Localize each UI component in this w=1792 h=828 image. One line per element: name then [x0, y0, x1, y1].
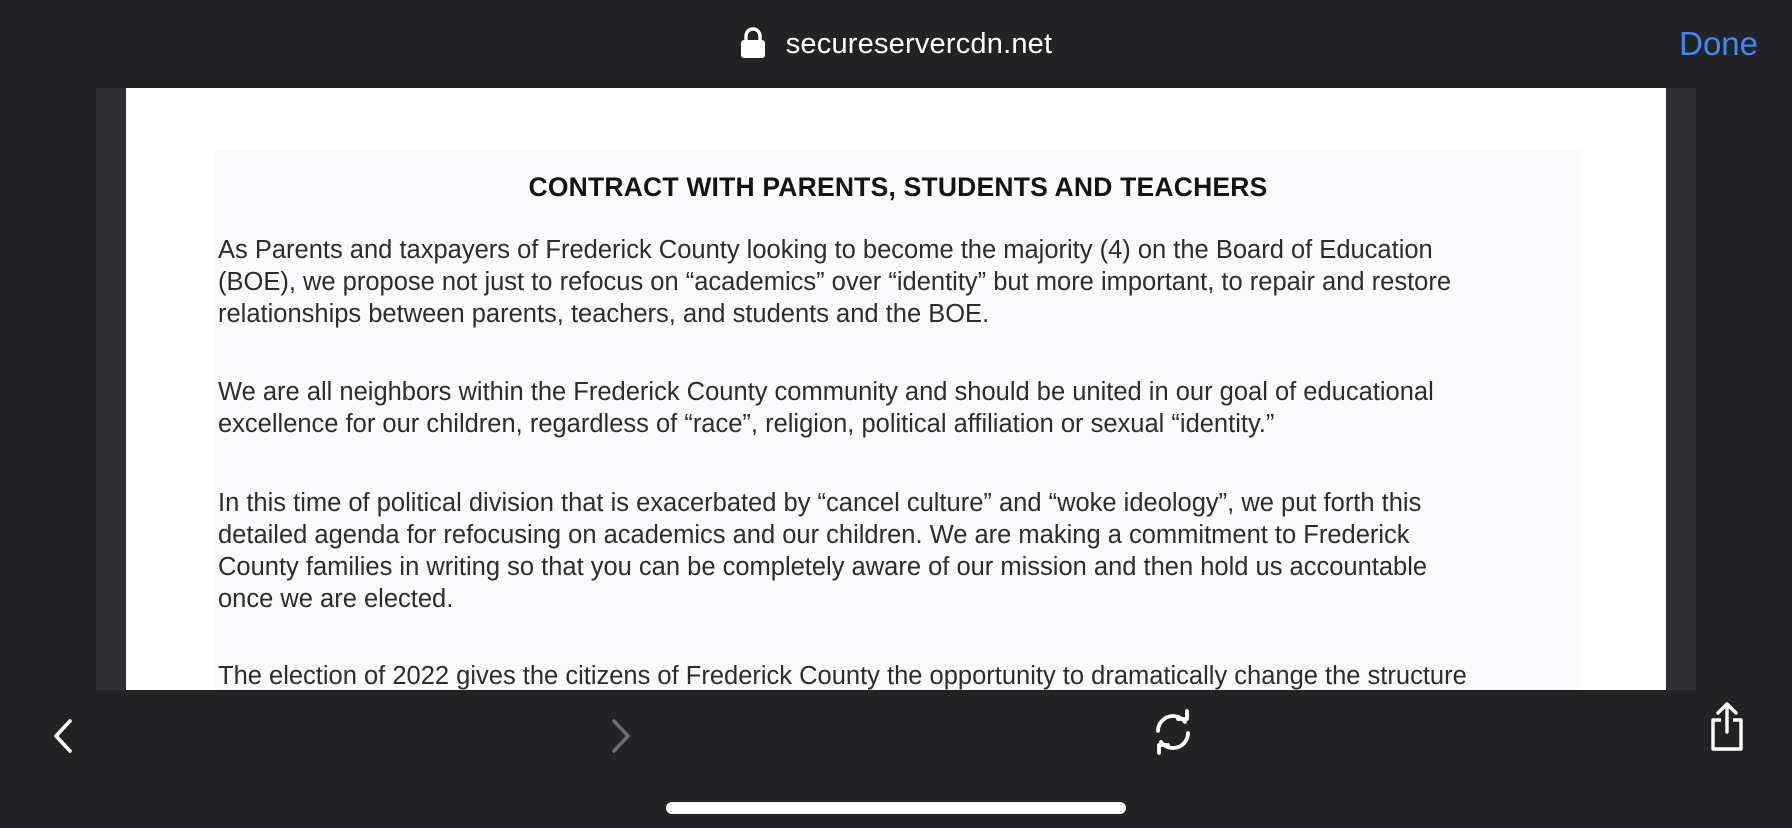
home-indicator[interactable]: [666, 802, 1126, 814]
reload-icon[interactable]: [1150, 709, 1196, 755]
chevron-right-icon[interactable]: [606, 716, 634, 756]
paragraph-line: relationships between parents, teachers, and students and the BOE.: [218, 300, 990, 328]
paragraph-line: County families in writing so that you can be completely aware of our mission and then hold us accountable: [218, 553, 1428, 581]
url-text: secureservercdn.net: [785, 27, 1053, 60]
document-content: [214, 150, 1582, 690]
paragraph-3: [218, 487, 1578, 615]
paragraph-line: detailed agenda for refocusing on academics and our children. We are making a commitment to Frederick: [218, 521, 1410, 549]
done-button[interactable]: Done: [1679, 25, 1758, 62]
top-bar: [0, 0, 1792, 88]
paragraph-line: We are all neighbors within the Frederick County community and should be united in our goal of educational: [218, 378, 1434, 406]
lock-icon: [740, 27, 766, 59]
document-title: CONTRACT WITH PARENTS, STUDENTS AND TEACHERS: [528, 172, 1268, 202]
document-viewer[interactable]: [96, 88, 1696, 690]
paragraph-line: once we are elected.: [218, 585, 454, 613]
paragraph-4: [218, 660, 1578, 690]
paragraph-1: [218, 234, 1578, 330]
share-icon[interactable]: [1708, 702, 1746, 752]
paragraph-line: In this time of political division that is exacerbated by “cancel culture” and “woke ideology”, we put forth this: [218, 489, 1422, 517]
paragraph-line: excellence for our children, regardless of “race”, religion, political affiliation or sexual “identity.”: [218, 410, 1275, 438]
paragraph-2: [218, 376, 1578, 440]
pdf-page: [126, 88, 1666, 690]
url-display[interactable]: [0, 0, 1792, 88]
paragraph-line: The election of 2022 gives the citizens of Frederick County the opportunity to dramatically change the structure: [218, 662, 1467, 690]
chevron-left-icon[interactable]: [50, 716, 78, 756]
paragraph-line: As Parents and taxpayers of Frederick County looking to become the majority (4) on the Board of Education: [218, 236, 1433, 264]
paragraph-line: (BOE), we propose not just to refocus on “academics” over “identity” but more important, to repair and restore: [218, 268, 1452, 296]
